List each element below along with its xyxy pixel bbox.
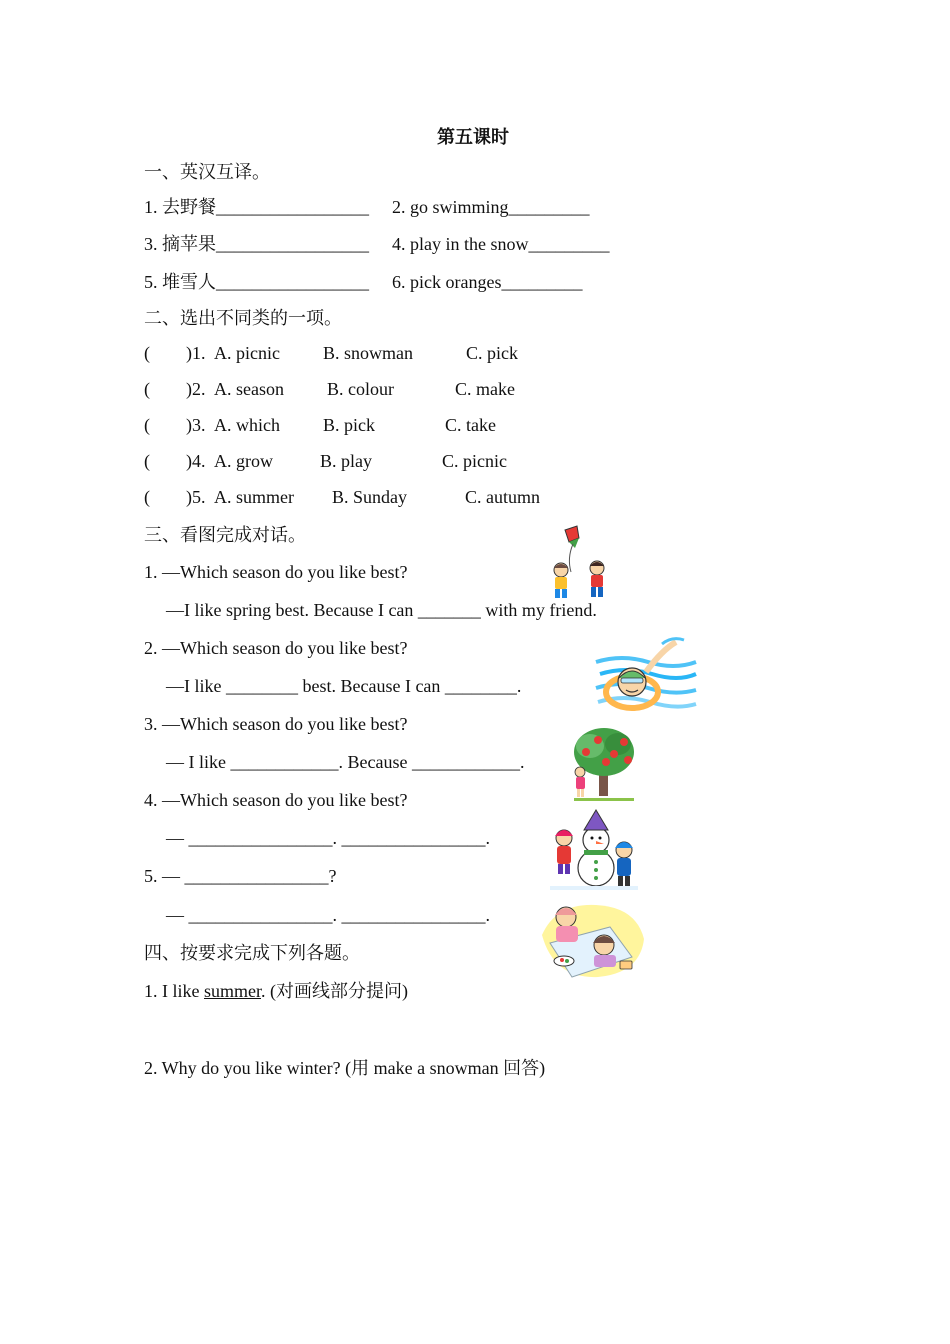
s1-item-5: 5. 堆雪人_________________ [144,272,369,292]
section4-heading: 四、按要求完成下列各题。 [144,943,360,963]
s1-item-4: 4. play in the snow_________ [392,234,610,254]
s2-row3-c: C. take [445,415,496,435]
section3-heading: 三、看图完成对话。 [144,525,306,545]
s4-q1-prefix: 1. I like [144,981,204,1001]
s1-item-3: 3. 摘苹果_________________ [144,234,369,254]
s3-line-6: — I like ____________. Because ____________. [166,752,525,772]
s1-item-2: 2. go swimming_________ [392,197,590,217]
s2-row3-a: A. which [214,415,280,435]
s3-line-5: 3. —Which season do you like best? [144,714,408,734]
apple-tree-illustration [568,724,640,804]
s2-row5-num: ( )5. [144,487,206,507]
s3-line-7: 4. —Which season do you like best? [144,790,408,810]
s4-question-2: 2. Why do you like winter? (用 make a snowman 回答) [144,1058,546,1078]
s2-row4-c: C. picnic [442,451,507,471]
s4-q1-suffix: . (对画线部分提问) [261,981,408,1001]
s3-line-9: 5. — ________________? [144,866,337,886]
s2-row5-c: C. autumn [465,487,540,507]
s2-row1-b: B. snowman [323,343,413,363]
s2-row2-b: B. colour [327,379,394,399]
s2-row3-b: B. pick [323,415,375,435]
page-title: 第五课时 [437,127,509,147]
s3-line-10: — ________________. ________________. [166,905,490,925]
s2-row1-num: ( )1. [144,343,206,363]
s2-row2-c: C. make [455,379,515,399]
s2-row1-a: A. picnic [214,343,280,363]
s4-q1-underlined: summer [204,981,261,1001]
s2-row5-b: B. Sunday [332,487,408,507]
s2-row3-num: ( )3. [144,415,206,435]
s2-row4-num: ( )4. [144,451,206,471]
s2-row1-c: C. pick [466,343,518,363]
s3-line-8: — ________________. ________________. [166,828,490,848]
s2-row2-num: ( )2. [144,379,206,399]
s2-row2-a: A. season [214,379,284,399]
s3-line-4: —I like ________ best. Because I can ________. [166,676,522,696]
s4-question-1 [144,980,408,1002]
snowman-kids-illustration [548,806,640,892]
section1-heading: 一、英汉互译。 [144,162,270,182]
kite-kids-illustration [545,524,615,602]
s1-item-1: 1. 去野餐_________________ [144,197,369,217]
section2-heading: 二、选出不同类的一项。 [144,308,342,328]
s1-item-6: 6. pick oranges_________ [392,272,583,292]
picnic-illustration [536,895,648,985]
s2-row5-a: A. summer [214,487,294,507]
swimming-boy-illustration [592,632,700,716]
s2-row4-b: B. play [320,451,372,471]
s2-row4-a: A. grow [214,451,273,471]
s3-line-2: —I like spring best. Because I can _______ with my friend. [166,600,597,620]
s3-line-1: 1. —Which season do you like best? [144,562,408,582]
s3-line-3: 2. —Which season do you like best? [144,638,408,658]
